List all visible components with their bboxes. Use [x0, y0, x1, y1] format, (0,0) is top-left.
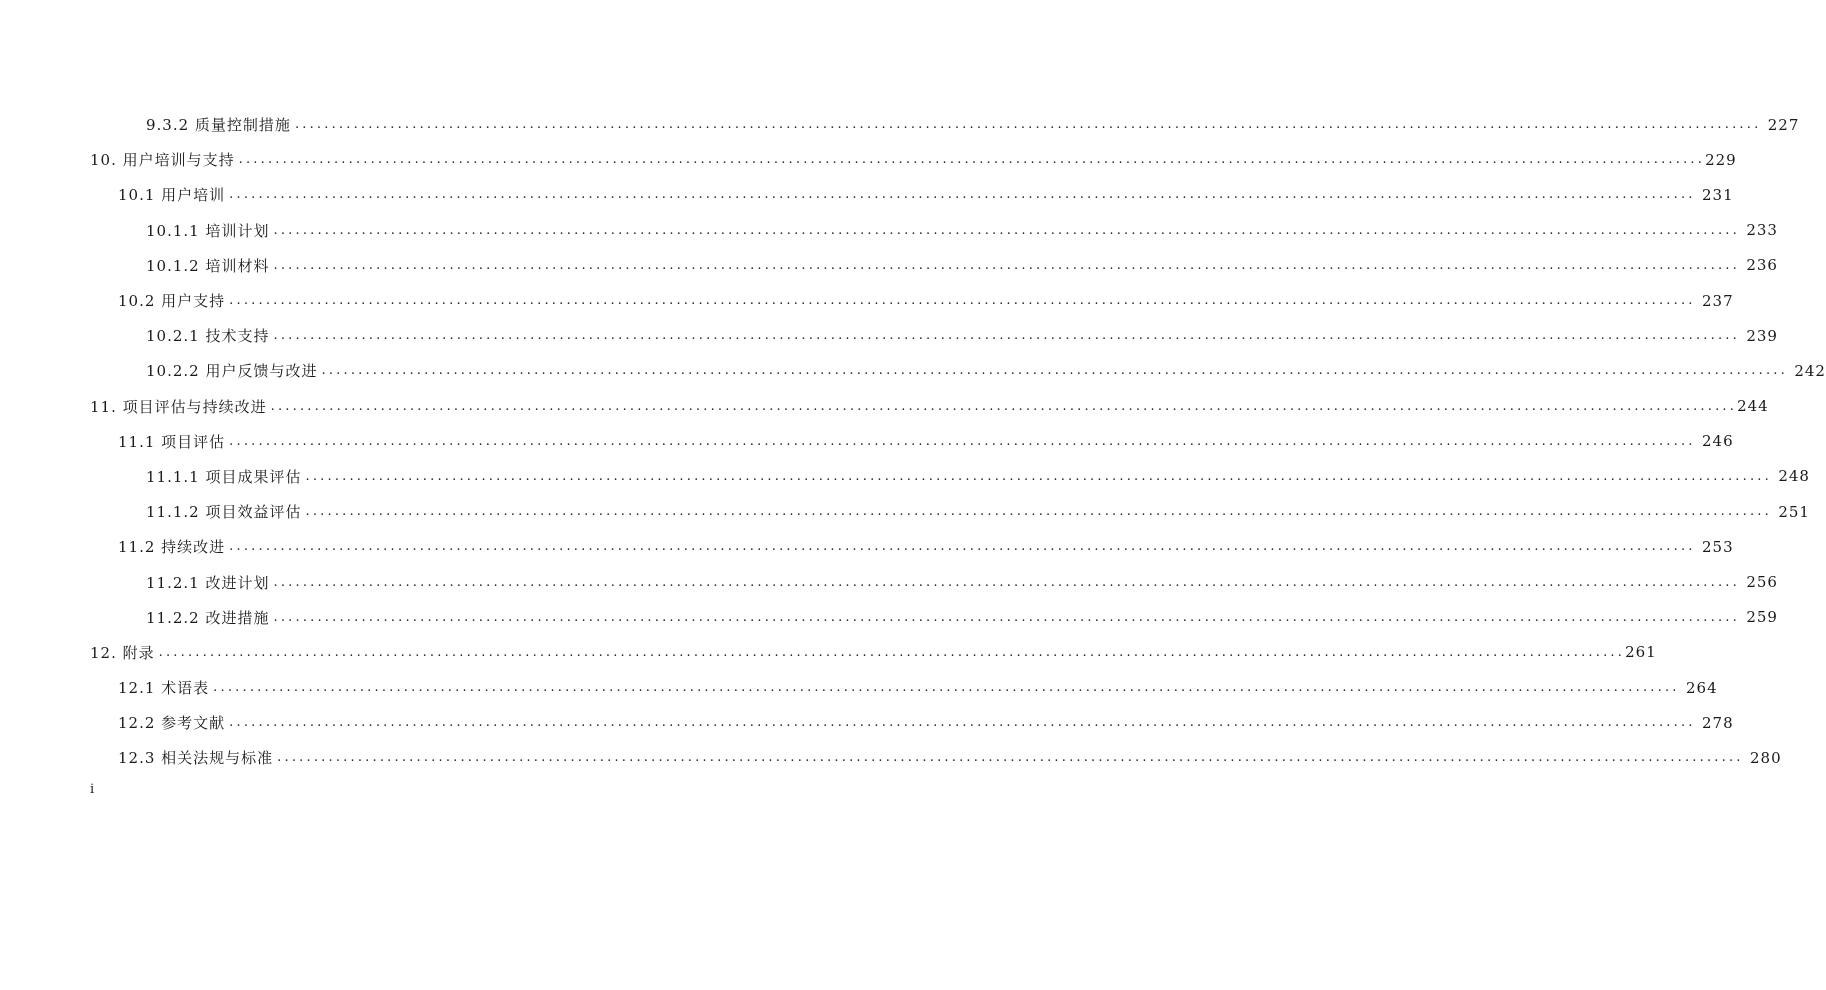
toc-leader-dots: ........................................................................................................................................................................................................	[229, 433, 1696, 449]
toc-entry-page: 261	[1625, 643, 1657, 662]
toc-entry[interactable]	[0, 213, 1778, 248]
toc-entry[interactable]	[0, 389, 1769, 424]
toc-leader-dots: ........................................................................................................................................................................................................	[229, 293, 1696, 309]
toc-entry-page: 244	[1737, 397, 1769, 416]
toc-entry-page: 237	[1702, 291, 1734, 310]
toc-entry[interactable]	[0, 600, 1778, 635]
toc-entry-page: 229	[1705, 150, 1737, 169]
toc-entry-label: 12. 附录	[90, 643, 155, 662]
toc-entry-page: 251	[1778, 502, 1810, 521]
toc-entry-label: 10.1.2 培训材料	[146, 256, 270, 275]
toc-entry-label: 10.1 用户培训	[118, 186, 226, 205]
toc-entry-page: 227	[1767, 115, 1800, 134]
toc-entry-label: 12.2 参考文献	[118, 714, 226, 733]
toc-leader-dots: ........................................................................................................................................................................................................	[270, 398, 1738, 414]
toc-entry-page: 231	[1702, 185, 1734, 204]
toc-entry-label: 10.2.2 用户反馈与改进	[146, 362, 318, 381]
page-number-marker: i	[90, 782, 95, 797]
toc-entry-label: 10. 用户培训与支持	[90, 151, 235, 170]
toc-entry[interactable]	[0, 353, 1826, 388]
toc-leader-dots: ........................................................................................................................................................................................................	[277, 750, 1744, 766]
toc-entry-label: 10.2 用户支持	[118, 292, 226, 311]
toc-leader-dots: ........................................................................................................................................................................................................	[321, 363, 1788, 379]
toc-entry-label: 11.1.2 项目效益评估	[146, 503, 302, 522]
toc-entry[interactable]	[0, 177, 1734, 212]
toc-entry[interactable]	[0, 740, 1782, 775]
toc-leader-dots: ........................................................................................................................................................................................................	[158, 644, 1626, 660]
toc-leader-dots: ........................................................................................................................................................................................................	[294, 117, 1762, 133]
toc-entry-page: 278	[1702, 713, 1734, 732]
toc-entry[interactable]	[0, 705, 1734, 740]
table-of-contents	[0, 107, 1826, 776]
toc-entry-label: 11.2.2 改进措施	[146, 608, 270, 627]
toc-leader-dots: ........................................................................................................................................................................................................	[229, 539, 1696, 555]
toc-entry[interactable]	[0, 142, 1737, 177]
toc-entry[interactable]	[0, 529, 1734, 564]
toc-entry[interactable]	[0, 107, 1800, 142]
toc-entry-label: 12.3 相关法规与标准	[118, 749, 274, 768]
toc-entry[interactable]	[0, 248, 1778, 283]
toc-entry-page: 233	[1746, 221, 1778, 240]
toc-entry-page: 239	[1746, 326, 1778, 345]
toc-entry-label: 11.1 项目评估	[118, 432, 226, 451]
toc-entry[interactable]	[0, 318, 1778, 353]
toc-leader-dots: ........................................................................................................................................................................................................	[229, 715, 1696, 731]
toc-entry-page: 280	[1750, 748, 1782, 767]
toc-entry[interactable]	[0, 494, 1810, 529]
toc-entry-page: 253	[1702, 537, 1734, 556]
toc-leader-dots: ........................................................................................................................................................................................................	[238, 152, 1706, 168]
toc-entry-page: 242	[1794, 361, 1826, 380]
toc-entry[interactable]	[0, 670, 1718, 705]
toc-entry-label: 11.2.1 改进计划	[146, 573, 270, 592]
toc-leader-dots: ........................................................................................................................................................................................................	[229, 187, 1696, 203]
toc-entry-page: 248	[1778, 467, 1810, 486]
toc-entry-label: 11.1.1 项目成果评估	[146, 467, 302, 486]
toc-leader-dots: ........................................................................................................................................................................................................	[273, 328, 1740, 344]
toc-entry-label: 9.3.2 质量控制措施	[146, 116, 291, 135]
toc-entry[interactable]	[0, 459, 1810, 494]
toc-entry[interactable]	[0, 635, 1657, 670]
toc-entry[interactable]	[0, 564, 1778, 599]
toc-entry-label: 11. 项目评估与持续改进	[90, 397, 267, 416]
toc-entry-page: 264	[1686, 678, 1718, 697]
toc-entry-page: 256	[1746, 573, 1778, 592]
toc-entry[interactable]	[0, 283, 1734, 318]
toc-leader-dots: ........................................................................................................................................................................................................	[305, 468, 1772, 484]
toc-entry-label: 10.1.1 培训计划	[146, 221, 270, 240]
toc-leader-dots: ........................................................................................................................................................................................................	[273, 257, 1740, 273]
toc-leader-dots: ........................................................................................................................................................................................................	[273, 609, 1740, 625]
toc-entry-label: 12.1 术语表	[118, 679, 210, 698]
toc-entry-page: 259	[1746, 608, 1778, 627]
toc-entry-page: 246	[1702, 432, 1734, 451]
toc-entry-label: 11.2 持续改进	[118, 538, 226, 557]
toc-leader-dots: ........................................................................................................................................................................................................	[273, 574, 1740, 590]
toc-leader-dots: ........................................................................................................................................................................................................	[213, 680, 1680, 696]
toc-leader-dots: ........................................................................................................................................................................................................	[305, 504, 1772, 520]
toc-leader-dots: ........................................................................................................................................................................................................	[273, 222, 1740, 238]
toc-entry[interactable]	[0, 424, 1734, 459]
toc-entry-label: 10.2.1 技术支持	[146, 327, 270, 346]
toc-entry-page: 236	[1746, 256, 1778, 275]
